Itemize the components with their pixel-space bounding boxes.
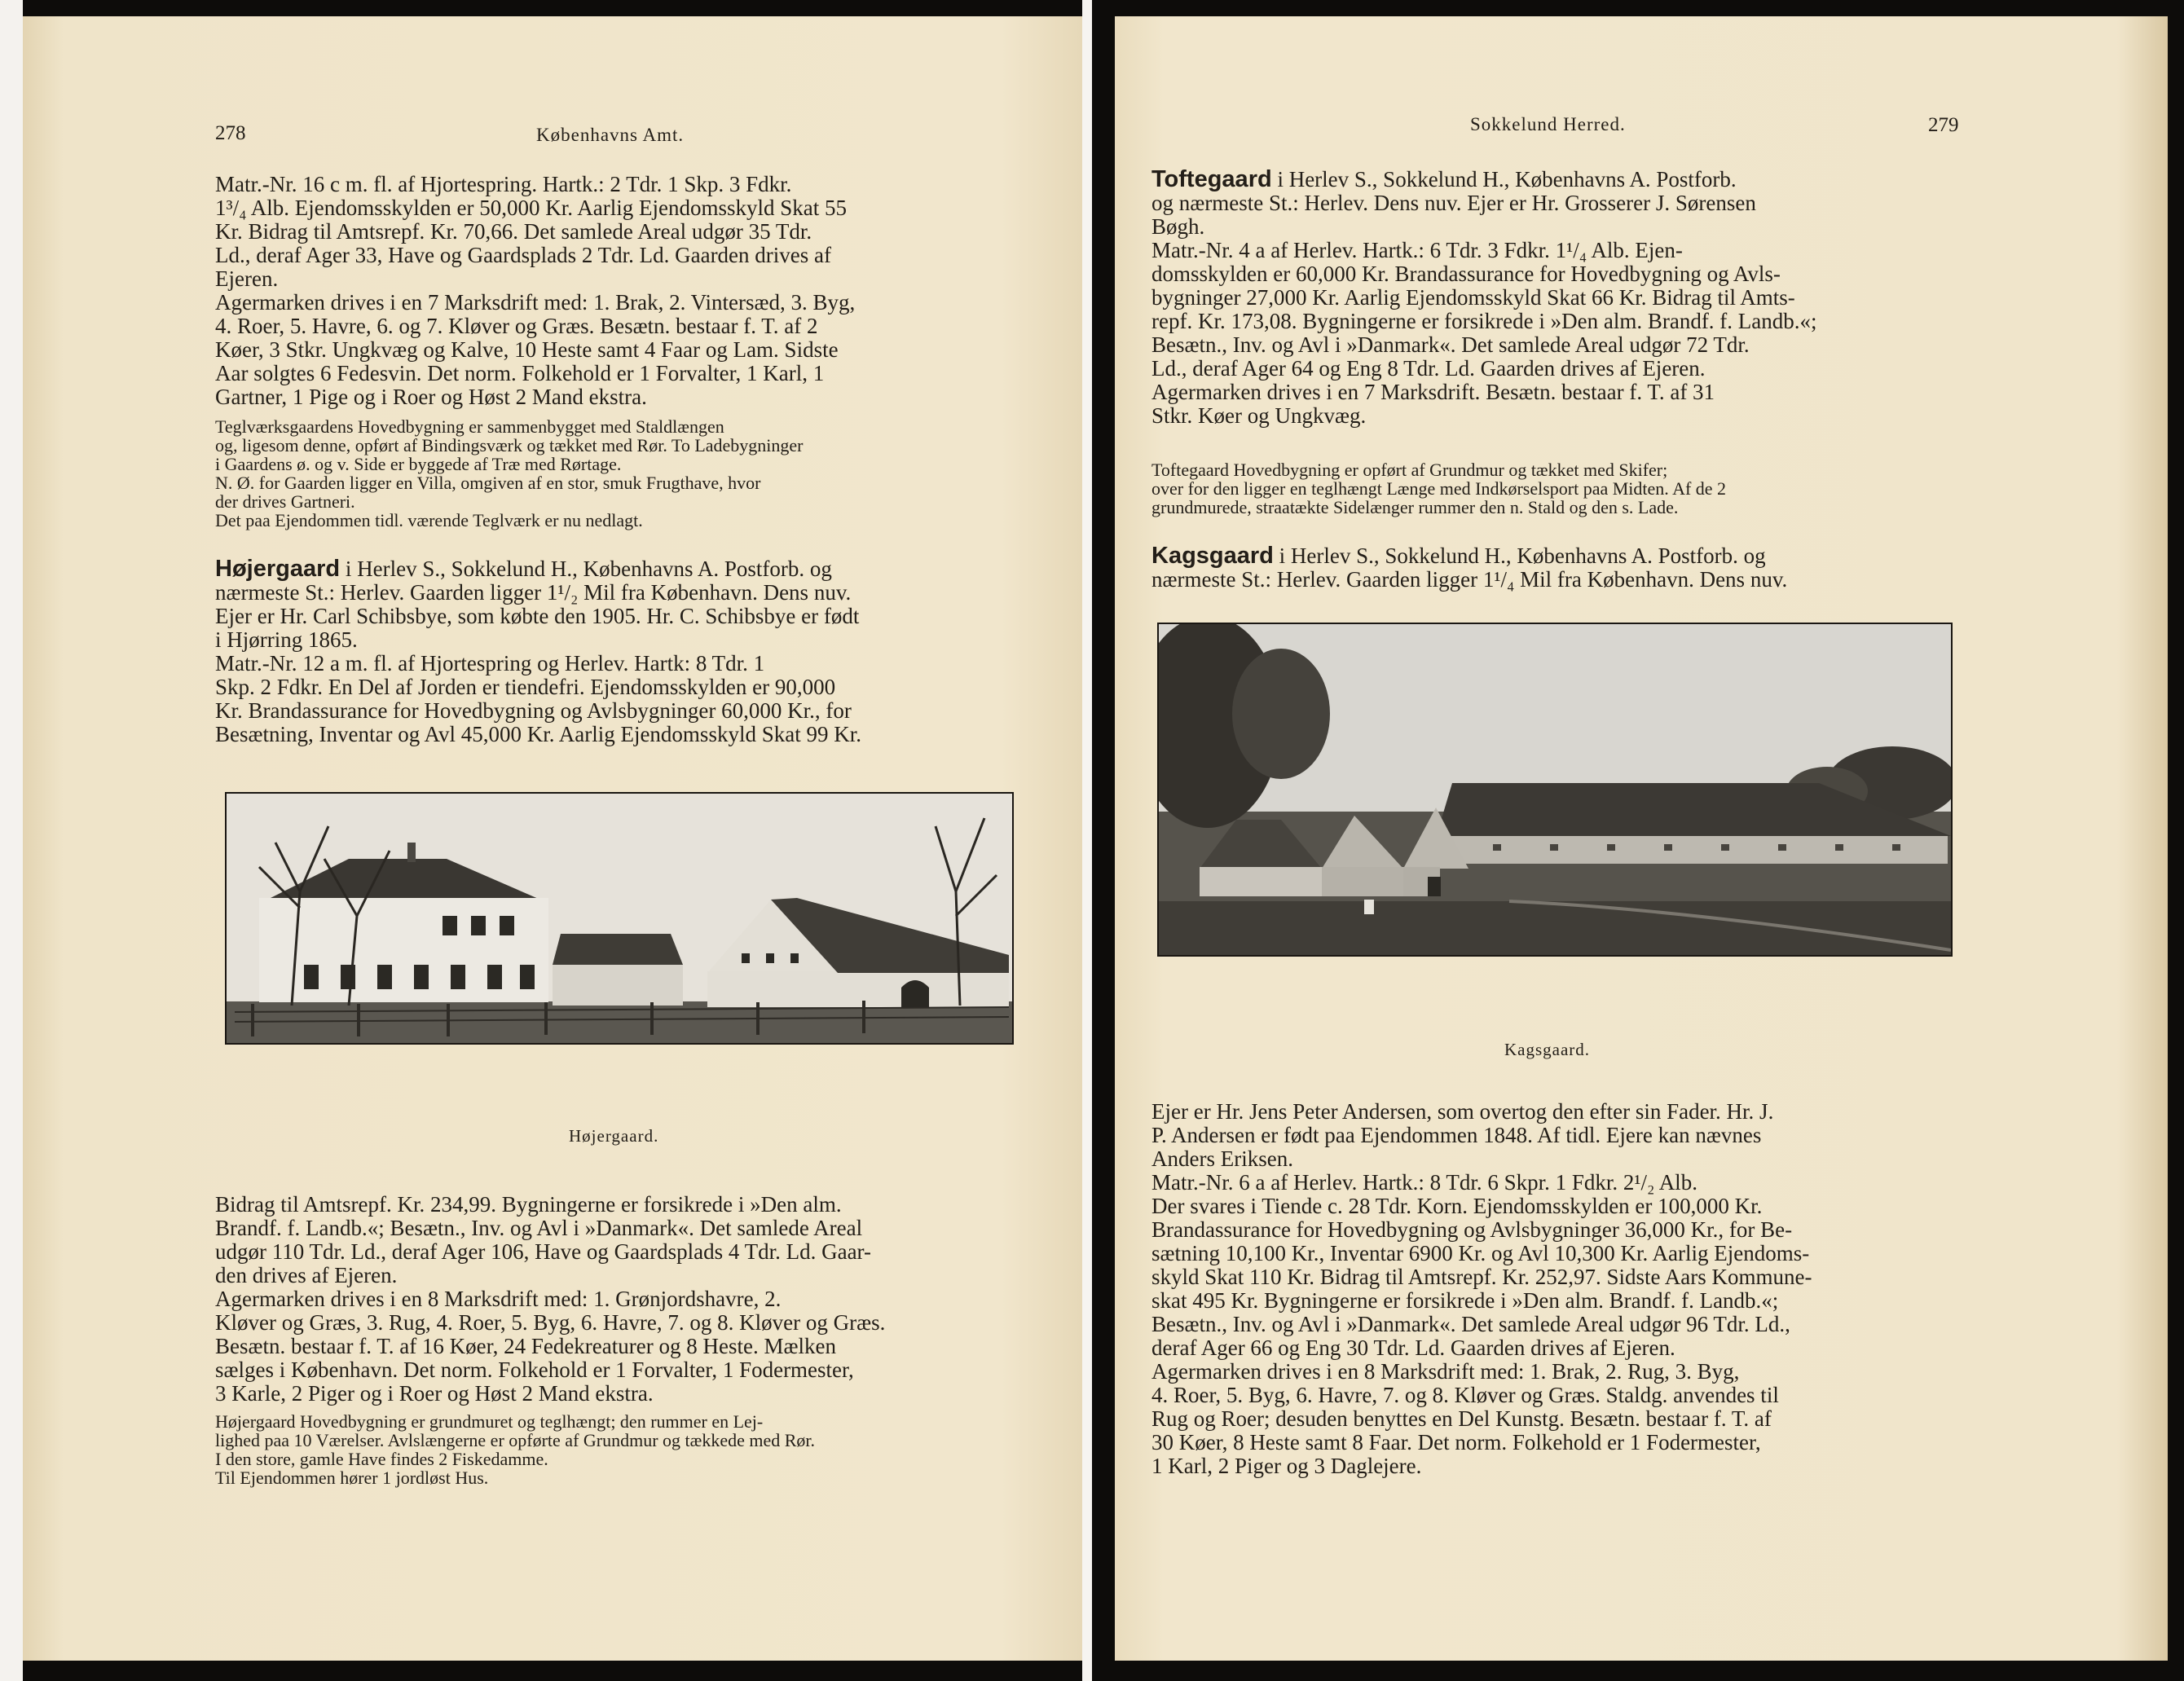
right-note-1: Toftegaard Hovedbygning er opført af Grundmur og tækket med Skifer; over for den ligger en teglhængt Længe med Indkørselsport paa Midten. Af de 2 grundmurede, straatækte Sidelænger rummer den n. Stald og den s. Lade. [1151,460,1727,517]
toftegaard-entry [1151,168,1958,428]
kagsgaard-entry [1151,544,1958,592]
page-number-right: 279 [1928,114,1959,136]
left-note-2: Højergaard Hovedbygning er grundmuret og teglhængt; den rummer en Lej- lighed paa 10 Værelser. Avlslængerne er opførte af Grundmur og tækkede med Rør. I den store, gamle Have findes 2 Fiskedamme. Til Ejendommen hører 1 jordløst Hus. [215,1411,816,1488]
kagsgaard-caption: Kagsgaard. [1504,1040,1591,1059]
right-page [1115,16,2168,1661]
toftegaard-heading: Toftegaard [1151,166,1272,192]
left-page [23,16,1082,1661]
right-text-block-3: Ejer er Hr. Jens Peter Andersen, som overtog den efter sin Fader. Hr. J. P. Andersen er født paa Ejendommen 1848. Af tidl. Ejere kan nævnes Anders Eriksen. Matr.-Nr. 6 a af Herlev. Hartk.: 8 Tdr. 6 Skpr. 1 Fdkr. 2¹/₂ Alb. Der svares i Tiende c. 28 Tdr. Korn. Ejendomsskylden er 100,000 Kr. Brandassurance for Hovedbygning og Avlsbygninger 36,000 Kr., for Be- sætning 10,100 Kr., Inventar 6900 Kr. og Avl 10,300 Kr. Aarlig Ejendoms- skyld Skat 110 Kr. Bidrag til Amtsrepf. Kr. 252,97. Sidste Aars Kommune- skat 495 Kr. Bygningerne er forsikrede i »Den alm. Brandf. f. Landb.«; Besætn., Inv. og Avl i »Danmark«. Det samlede Areal udgør 96 Tdr. Ld., deraf Ager 66 og Eng 30 Tdr. Ld. Gaarden drives af Ejeren. Agermarken drives i en 8 Marksdrift med: 1. Brak, 2. Rug, 3. Byg, 4. Roer, 5. Byg, 6. Havre, 7. og 8. Kløver og Græs. Staldg. anvendes til Rug og Roer; desuden benyttes en Del Kunstg. Besætn. bestaar f. T. af 30 Køer, 8 Heste samt 8 Faar. Det norm. Folkehold er 1 Fodermester, 1 Karl, 2 Piger og 3 Daglejere. [1151,1099,1812,1478]
kagsgaard-text: i Herlev S., Sokkelund H., Københavns A. Postforb. og nærmeste St.: Herlev. Gaarden ligger 1¹/₄ Mil fra København. Dens nuv. [1151,543,1788,592]
white-gutter-middle [1082,0,1092,1681]
kagsgaard-photo-drawing [1159,624,1951,955]
left-text-block-1: Matr.-Nr. 16 c m. fl. af Hjortespring. Hartk.: 2 Tdr. 1 Skp. 3 Fdkr. 1³/₄ Alb. Ejendomsskylden er 50,000 Kr. Aarlig Ejendomsskyld Skat 55 Kr. Bidrag til Amtsrepf. Kr. 70,66. Det samlede Areal udgør 35 Tdr. Ld., deraf Ager 33, Have og Gaardsplads 2 Tdr. Ld. Gaarden drives af Ejeren. Agermarken drives i en 7 Marksdrift med: 1. Brak, 2. Vintersæd, 3. Byg, 4. Roer, 5. Havre, 6. og 7. Kløver og Græs. Besætn. bestaar f. T. af 2 Køer, 3 Stkr. Ungkvæg og Kalve, 10 Heste samt 4 Faar og Lam. Sidste Aar solgtes 6 Fedesvin. Det norm. Folkehold er 1 Forvalter, 1 Karl, 1 Gartner, 1 Pige og i Roer og Høst 2 Mand ekstra. [215,172,856,409]
hojergaard-photo-drawing [227,794,1012,1043]
white-gutter-left [0,0,23,1681]
toftegaard-text: i Herlev S., Sokkelund H., Københavns A. Postforb. og nærmeste St.: Herlev. Dens nuv. Ejer er Hr. Grosserer J. Sørensen Bøgh. Matr.-Nr. 4 a af Herlev. Hartk.: 6 Tdr. 3 Fdkr. 1¹/₄ Alb. Ejen- domsskylden er 60,000 Kr. Brandassurance for Hovedbygning og Avls- bygninger 27,000 Kr. Aarlig Ejendomsskyld Skat 66 Kr. Bidrag til Amts- repf. Kr. 173,08. Bygningerne er forsikrede i »Den alm. Brandf. f. Landb.«; Besætn., Inv. og Avl i »Danmark«. Det samlede Areal udgør 72 Tdr. Ld., deraf Ager 64 og Eng 8 Tdr. Ld. Gaarden drives af Ejeren. Agermarken drives i en 7 Marksdrift. Besætn. bestaar f. T. af 31 Stkr. Køer og Ungkvæg. [1151,167,1817,428]
hojergaard-photo [225,792,1014,1045]
hojergaard-entry [215,557,1038,746]
kagsgaard-photo [1157,623,1953,957]
hojergaard-text: i Herlev S., Sokkelund H., Københavns A. Postforb. og nærmeste St.: Herlev. Gaarden ligger 1¹/₂ Mil fra København. Dens nuv. Ejer er Hr. Carl Schibsbye, som købte den 1905. Hr. C. Schibsbye er født i Hjørring 1865. Matr.-Nr. 12 a m. fl. af Hjortespring og Herlev. Hartk: 8 Tdr. 1 Skp. 2 Fdkr. En Del af Jorden er tiendefri. Ejendomsskylden er 90,000 Kr. Brandassurance for Hovedbygning og Avlsbygninger 60,000 Kr., for Besætning, Inventar og Avl 45,000 Kr. Aarlig Ejendomsskyld Skat 99 Kr. [215,557,861,746]
left-text-block-3: Bidrag til Amtsrepf. Kr. 234,99. Bygningerne er forsikrede i »Den alm. Brandf. f. Landb.«; Besætn., Inv. og Avl i »Danmark«. Det samlede Areal udgør 110 Tdr. Ld., deraf Ager 106, Have og Gaardsplads 4 Tdr. Ld. Gaar- den drives af Ejeren. Agermarken drives i en 8 Marksdrift med: 1. Grønjordshavre, 2. Kløver og Græs, 3. Rug, 4. Roer, 5. Byg, 6. Havre, 7. og 8. Kløver og Græs. Besætn. bestaar f. T. af 16 Køer, 24 Fedekreaturer og 8 Heste. Mælken sælges i København. Det norm. Folkehold er 1 Forvalter, 1 Fodermester, 3 Karle, 2 Piger og i Roer og Høst 2 Mand ekstra. [215,1192,886,1406]
hojergaard-caption: Højergaard. [569,1126,659,1146]
running-head-right: Sokkelund Herred. [1470,114,1626,134]
kagsgaard-heading: Kagsgaard [1151,543,1274,569]
page-number-left: 278 [215,122,246,144]
hojergaard-heading: Højergaard [215,556,341,582]
left-note-1: Teglværksgaardens Hovedbygning er sammenbygget med Staldlængen og, ligesom denne, opført af Bindingsværk og tækket med Rør. To Ladebygninger i Gaardens ø. og v. Side er byggede af Træ med Rørtage. N. Ø. for Gaarden ligger en Villa, omgiven af en stor, smuk Frugthave, hvor der drives Gartneri. Det paa Ejendommen tidl. værende Teglværk er nu nedlagt. [215,416,804,530]
running-head-left: Københavns Amt. [536,125,685,145]
